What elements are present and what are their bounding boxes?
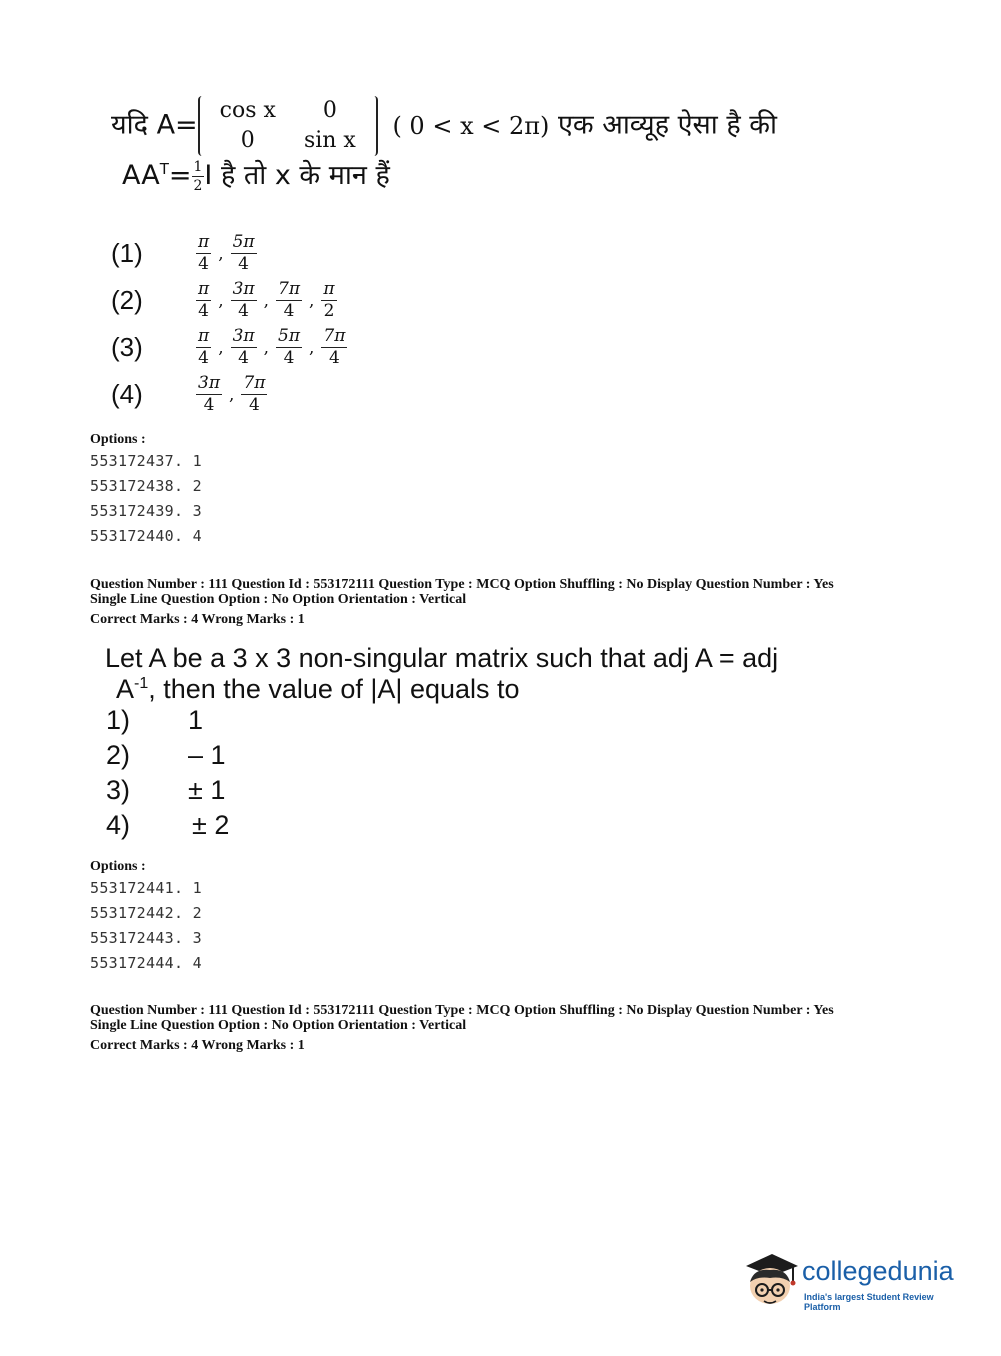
choice-label: (4) xyxy=(111,379,143,409)
fraction-denominator: 4 xyxy=(283,348,295,368)
fraction xyxy=(321,328,347,367)
matrix-cell: 0 xyxy=(240,128,255,153)
fraction xyxy=(231,281,257,320)
logo-tagline: India's largest Student Review Platform xyxy=(804,1292,934,1312)
option-id-row: 553172441. 1 xyxy=(90,879,202,897)
collegedunia-logo xyxy=(742,1250,972,1320)
question-meta-marks: Correct Marks : 4 Wrong Marks : 1 xyxy=(90,612,305,627)
question2-line1: Let A be a 3 x 3 non-singular matrix such that adj A = adj xyxy=(105,643,779,673)
fraction-numerator: 7π xyxy=(243,373,266,393)
fraction-numerator: 5π xyxy=(278,326,300,346)
fraction xyxy=(241,375,267,414)
fraction xyxy=(196,375,222,414)
fraction xyxy=(321,281,336,320)
question2-choice xyxy=(106,740,226,771)
fraction xyxy=(196,234,211,273)
choice-label: 4) xyxy=(106,810,131,840)
choice-value: – 1 xyxy=(188,740,226,770)
fraction-numerator: 3π xyxy=(232,279,255,299)
matrix-cell: sin x xyxy=(303,128,356,153)
fraction-separator: , xyxy=(309,337,315,358)
choice-row xyxy=(111,277,350,324)
fraction xyxy=(196,281,211,320)
question2-choice xyxy=(106,775,225,806)
question-meta-line: Single Line Question Option : No Option Orientation : Vertical xyxy=(90,592,467,607)
choice-label: (3) xyxy=(111,332,143,362)
choice-row xyxy=(111,324,350,371)
options-heading: Options : xyxy=(90,859,146,874)
fraction-numerator: π xyxy=(198,326,210,346)
fraction-numerator: 7π xyxy=(323,326,346,346)
option-id-row: 553172439. 3 xyxy=(90,502,202,520)
fraction-denominator: 4 xyxy=(198,301,209,321)
question1-line1 xyxy=(111,96,777,156)
choice-label: (1) xyxy=(111,238,143,268)
fraction-numerator: 3π xyxy=(198,373,220,393)
fraction-denominator: 2 xyxy=(323,301,335,321)
logo-name: collegedunia xyxy=(802,1256,954,1286)
fraction-denominator: 4 xyxy=(238,348,249,368)
fraction-denominator: 4 xyxy=(283,301,295,321)
fraction-numerator: π xyxy=(198,279,210,299)
question-meta-line: Question Number : 111 Question Id : 553172111 Question Type : MCQ Option Shuffling : No Display Question Number : Yes xyxy=(90,577,834,592)
fraction-denominator: 4 xyxy=(198,348,209,368)
fraction xyxy=(231,234,257,273)
question1-choices xyxy=(111,230,350,418)
choice-label: 2) xyxy=(106,740,131,770)
half-fraction xyxy=(192,160,205,193)
question2-rest: , then the value of |A| equals to xyxy=(148,674,520,704)
question2-inverse-sup: -1 xyxy=(134,675,149,692)
question2-line2 xyxy=(116,674,520,705)
fraction-numerator: 7π xyxy=(278,279,300,299)
fraction-numerator: 3π xyxy=(232,326,255,346)
question1-transpose: T xyxy=(159,160,169,178)
choice-label: (2) xyxy=(111,285,143,315)
choice-row xyxy=(111,371,350,418)
options-heading: Options : xyxy=(90,432,146,447)
option-id-row: 553172443. 3 xyxy=(90,929,202,947)
question-meta-line: Single Line Question Option : No Option Orientation : Vertical xyxy=(90,1018,467,1033)
fraction-numerator: 5π xyxy=(232,232,255,252)
fraction-denominator: 4 xyxy=(198,254,209,274)
fraction-denominator: 4 xyxy=(248,395,260,415)
choice-value: 1 xyxy=(188,705,204,735)
option-id-row: 553172437. 1 xyxy=(90,452,202,470)
choice-values xyxy=(193,234,260,273)
choice-row xyxy=(111,230,350,277)
option-id-row: 553172440. 4 xyxy=(90,527,202,545)
fraction-denominator: 4 xyxy=(238,301,249,321)
question-meta-line: Question Number : 111 Question Id : 553172111 Question Type : MCQ Option Shuffling : No Display Question Number : Yes xyxy=(90,1003,834,1018)
fraction-denominator: 4 xyxy=(203,395,215,415)
fraction-separator: , xyxy=(229,384,235,405)
matrix-cell: cos x xyxy=(219,98,276,123)
option-id-row: 553172444. 4 xyxy=(90,954,202,972)
question1-line2 xyxy=(122,155,390,193)
question1-condition: ( 0 < x < 2π) xyxy=(392,111,550,140)
choice-label: 1) xyxy=(106,705,131,735)
mascot-icon xyxy=(742,1252,800,1312)
question1-aa: AA xyxy=(122,160,160,191)
matrix-a xyxy=(198,96,378,156)
fraction-separator: , xyxy=(218,290,224,311)
matrix-cell: 0 xyxy=(322,98,337,123)
fraction-separator: , xyxy=(218,243,224,264)
fraction-denominator: 4 xyxy=(328,348,340,368)
fraction-numerator: π xyxy=(323,279,335,299)
question2-choice xyxy=(106,705,203,736)
question1-rest: I है तो x के मान हैं xyxy=(204,160,390,191)
choice-values xyxy=(193,281,340,320)
fraction-denominator: 2 xyxy=(193,178,203,194)
option-id-row: 553172438. 2 xyxy=(90,477,202,495)
fraction xyxy=(276,281,302,320)
fraction-denominator: 4 xyxy=(238,254,249,274)
choice-label: 3) xyxy=(106,775,131,805)
question1-prefix: यदि A= xyxy=(111,109,198,141)
fraction-separator: , xyxy=(309,290,315,311)
choice-value: ± 2 xyxy=(192,810,230,840)
question1-eq: = xyxy=(168,160,192,191)
fraction-numerator: 1 xyxy=(193,159,203,175)
fraction-separator: , xyxy=(263,290,269,311)
option-id-row: 553172442. 2 xyxy=(90,904,202,922)
fraction xyxy=(196,328,211,367)
choice-values xyxy=(193,328,350,367)
question2-matrix-a: A xyxy=(116,674,135,704)
question-meta-marks: Correct Marks : 4 Wrong Marks : 1 xyxy=(90,1038,305,1053)
fraction-separator: , xyxy=(263,337,269,358)
fraction-separator: , xyxy=(218,337,224,358)
question1-suffix: एक आव्यूह ऐसा है की xyxy=(557,109,778,141)
fraction xyxy=(276,328,302,367)
fraction xyxy=(231,328,257,367)
fraction-numerator: π xyxy=(198,232,210,252)
choice-values xyxy=(193,375,270,414)
question2-choice xyxy=(106,810,229,841)
choice-value: ± 1 xyxy=(188,775,226,805)
